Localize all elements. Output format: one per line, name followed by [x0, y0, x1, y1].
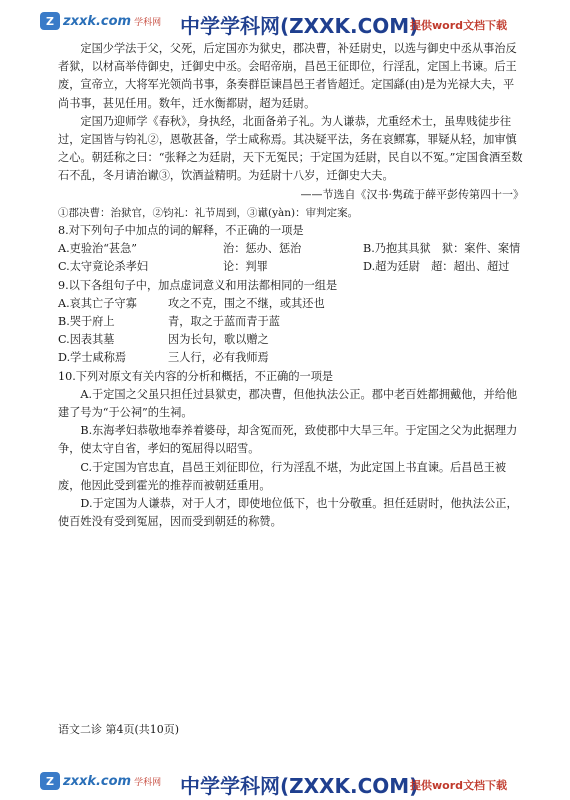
site-logo[interactable]	[40, 12, 161, 30]
logo-subtext: 学科网	[134, 17, 162, 28]
footer-site-title[interactable]: 中学学科网(ZXXK.COM)	[180, 774, 419, 798]
site-title[interactable]: 中学学科网(ZXXK.COM)	[180, 14, 419, 38]
logo-badge-icon: Z	[40, 12, 60, 30]
question-9-option-b: B.哭于府上 青，取之于蓝而青于蓝	[58, 315, 280, 329]
question-9-option-c: C.因表其墓 因为长句，歌以赠之	[58, 333, 269, 347]
question-9-option-a: A.哀其亡子守寡 攻之不克，围之不继，或其还也	[58, 296, 325, 310]
question-10-option-a: A.于定国之父虽只担任过县狱吏，郡决曹，但他执法公正。郡中老百姓都拥戴他，并给他建了号为“于公祠”的生祠。	[58, 387, 518, 420]
logo-badge-icon: Z	[40, 772, 60, 790]
document-body	[58, 40, 524, 531]
question-9-option-d: D.学士咸称焉 三人行，必有我师焉	[58, 351, 269, 365]
passage-paragraph-1: 定国少学法于父，父死，后定国亦为狱史，郡决曹，补廷尉史，以选与御史中丞从事治反者狱，以材高举侍御史，迁御史中丞。会昭帝崩，昌邑王征即位，行淫乱，定国上书谏。后王废，宣帝立，大将军光领尚书事，条奏群臣谏昌邑王者皆超迁。定国繇(由)是为光禄大夫，平尚书事，甚见任用。数年，迁水衡都尉，超为廷尉。	[58, 42, 517, 110]
option-d: D.超为廷尉 超：超出、超过	[363, 260, 510, 274]
question-8-options-row2	[58, 258, 524, 276]
logo-text: zxxk.com	[63, 13, 132, 29]
question-10-stem: 10.下列对原文有关内容的分析和概括，不正确的一项是	[58, 369, 334, 383]
passage-paragraph-2: 定国乃迎师学《春秋》，身执经，北面备弟子礼。为人谦恭，尤重经术士，虽卑贱徒步往过，定国皆与钧礼②，恩敬甚备，学士咸称焉。其决疑平法，务在哀鳏寡，罪疑从轻，加审慎之心。朝廷称之曰：“张释之为廷尉，天下无冤民；于定国为廷尉，民自以不冤。”定国食酒至数石不乱，冬月请治谳③，饮酒益精明。为廷尉十八岁，迁御史大夫。	[58, 114, 523, 183]
page-number: 语文二诊 第4页(共10页)	[58, 723, 180, 736]
option-c: C.太守竟论杀孝妇	[58, 260, 149, 274]
option-b: B.乃抱其具狱 狱：案件、案情	[363, 242, 521, 256]
option-a: A.吏验治“甚急”	[58, 242, 138, 256]
question-10-option-c: C.于定国为官忠直，昌邑王刘征即位，行为淫乱不堪，为此定国上书直谏。后昌邑王被废，他因此受到霍光的推荐而被朝廷重用。	[58, 460, 507, 492]
footer-download-link[interactable]: 提供word文档下载	[410, 779, 508, 792]
page-footer	[0, 768, 570, 796]
page-header	[0, 8, 570, 36]
question-8-options-row1	[58, 240, 524, 258]
question-10-option-b: B.东海孝妇恭敬地奉养着婆母，却含冤而死，致使郡中大旱三年。于定国之父为此据理力争，使太守自省，孝妇的冤屈得以昭雪。	[58, 424, 518, 456]
footer-logo[interactable]	[40, 772, 161, 790]
question-9-stem: 9.以下各组句子中，加点虚词意义和用法都相同的一组是	[58, 278, 338, 292]
footnotes: ①郡决曹：治狱官，②钧礼：礼节周到，③谳(yàn)：审判定案。	[58, 206, 359, 219]
question-8-stem: 8.对下列句子中加点的词的解释，不正确的一项是	[58, 224, 304, 238]
option-a-gloss: 治：惩办、惩治	[223, 242, 302, 256]
logo-subtext: 学科网	[134, 777, 162, 788]
logo-text: zxxk.com	[63, 773, 132, 789]
question-10-option-d: D.于定国为人谦恭，对于人才，即使地位低下，也十分敬重。担任廷尉时，他执法公正，使百姓没有受到冤屈，因而受到朝廷的称赞。	[58, 497, 518, 529]
option-c-gloss: 论：判罪	[223, 260, 268, 274]
download-link[interactable]: 提供word文档下载	[410, 19, 508, 32]
source-citation: ——节选自《汉书·隽疏于薛平彭传第四十一》	[300, 187, 524, 201]
